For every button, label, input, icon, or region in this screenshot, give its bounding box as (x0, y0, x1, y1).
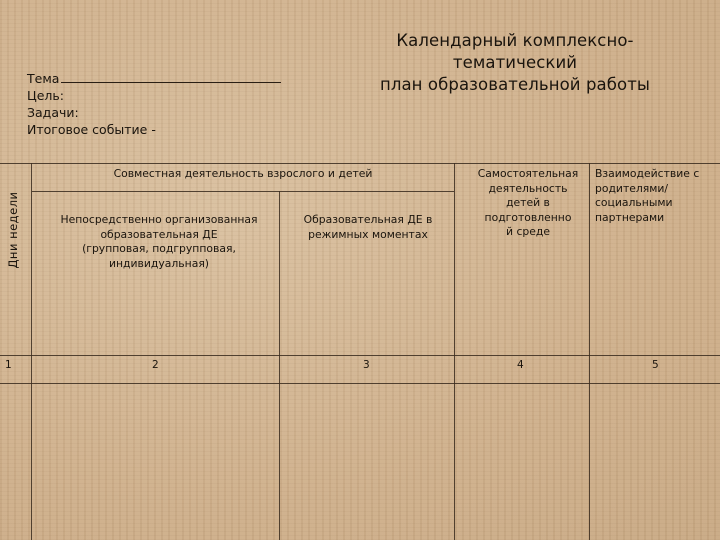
title-line-3: план образовательной работы (379, 75, 651, 94)
table-top-border (0, 163, 720, 164)
direct-education-line-2: образовательная ДЕ (100, 227, 218, 241)
parents-interaction-header (595, 167, 719, 225)
joint-activity-divider (32, 191, 454, 192)
title-line-2: тематический (452, 53, 578, 72)
goal-label: Цель: (27, 88, 64, 103)
direct-education-header (40, 213, 278, 271)
independent-activity-header (468, 167, 588, 240)
final-event-label: Итоговое событие - (27, 122, 156, 137)
routine-education-header (282, 213, 454, 242)
title-line-1: Календарный комплексно- (396, 31, 634, 50)
joint-independent-divider (454, 163, 455, 540)
direct-education-line-1: Непосредственно организованная (60, 213, 258, 226)
column-number-2: 2 (152, 359, 159, 371)
column-number-4: 4 (517, 359, 524, 371)
independent-line-1: Самостоятельная (477, 167, 579, 180)
column-number-5: 5 (652, 359, 659, 371)
parents-line-1: Взаимодействие с (595, 167, 700, 180)
independent-line-5: й среде (506, 225, 550, 238)
independent-line-2: деятельность (488, 181, 568, 195)
routine-education-line-1: Образовательная ДЕ в (303, 213, 433, 226)
column-number-3: 3 (363, 359, 370, 371)
days-of-week-header: Дни недели (6, 191, 20, 269)
direct-education-line-4: индивидуальная) (108, 256, 210, 270)
header-bottom-border (0, 355, 720, 356)
tasks-label: Задачи: (27, 105, 79, 120)
direct-education-line-3: (групповая, подгрупповая, (82, 242, 236, 255)
days-column-divider (31, 163, 32, 540)
independent-line-3: детей в (506, 196, 550, 209)
number-row-bottom-border (0, 383, 720, 384)
direct-routine-divider (279, 191, 280, 540)
parents-line-3: социальными (595, 196, 673, 209)
tema-label: Тема (27, 71, 60, 86)
independent-parents-divider (589, 163, 590, 540)
column-number-1: 1 (5, 359, 12, 371)
joint-activity-header: Совместная деятельность взрослого и детей (113, 167, 373, 180)
routine-education-line-2: режимных моментах (308, 227, 428, 241)
parents-line-4: партнерами (595, 210, 665, 224)
independent-line-4: подготовленно (484, 210, 572, 224)
parents-line-2: родителями/ (595, 181, 669, 195)
